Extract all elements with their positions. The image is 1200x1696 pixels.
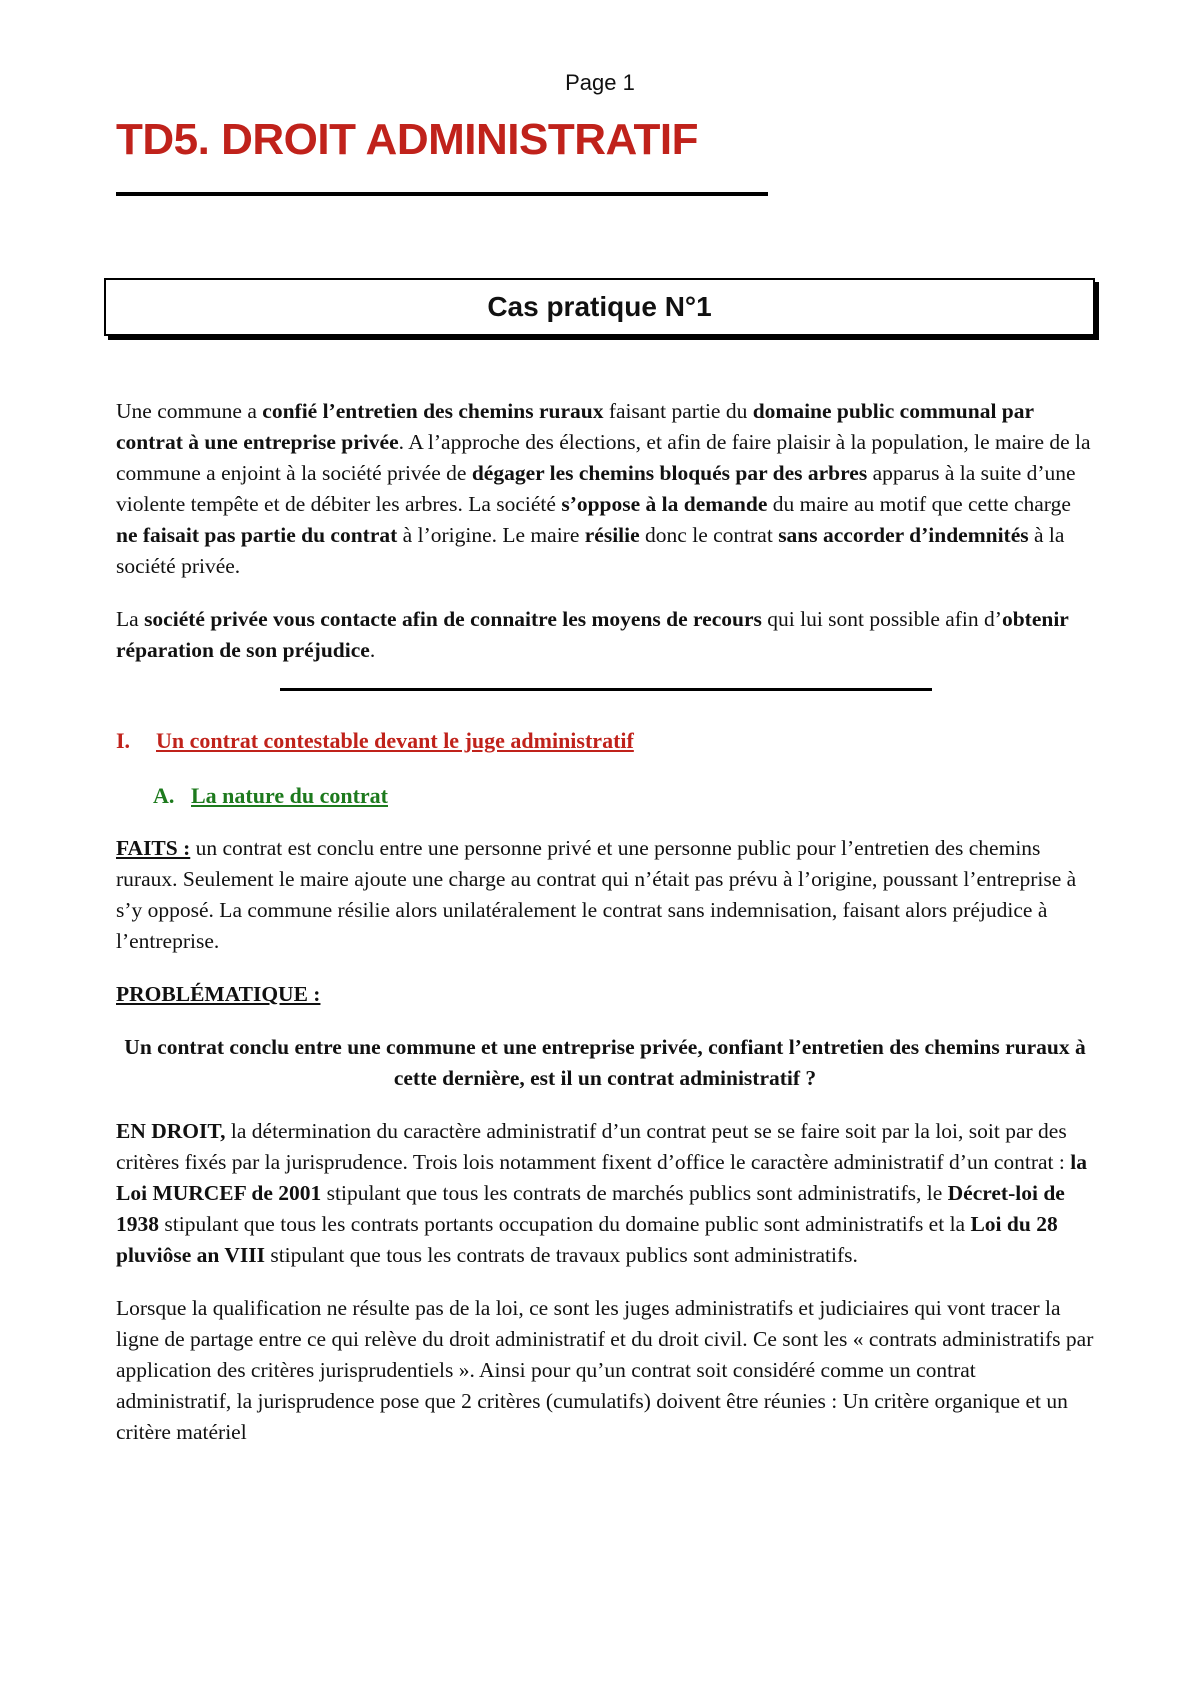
section-title: Un contrat contestable devant le juge administratif — [156, 728, 634, 753]
section-heading-1 — [116, 725, 1094, 756]
qualification-paragraph: Lorsque la qualification ne résulte pas de la loi, ce sont les juges administratifs et judiciaires qui vont tracer la ligne de partage entre ce qui relève du droit administratif et du droit civil. Ce sont les « contrats administratifs par application des critères jurisprudentiels ». Ainsi pour qu’un contrat soit considéré comme un contrat administratif, la jurisprudence pose que 2 critères (cumulatifs) doivent être réunies : Un critère organique et un critère matériel — [116, 1296, 1094, 1444]
emphasis: s’oppose à la demande — [561, 492, 768, 516]
document-body — [116, 396, 1094, 1470]
emphasis: résilie — [584, 523, 640, 547]
emphasis: Loi du 28 pluviôse an VIII — [116, 1212, 1058, 1267]
emphasis: confié l’entretien des chemins ruraux — [262, 399, 604, 423]
page-number: Page 1 — [565, 70, 635, 95]
emphasis: dégager les chemins bloqués par des arbres — [471, 461, 868, 485]
document-title: TD5. DROIT ADMINISTRATIF — [116, 115, 698, 164]
case-title-box — [104, 278, 1095, 336]
emphasis: la Loi MURCEF de 2001 — [116, 1150, 1087, 1205]
emphasis: ne faisait pas partie du contrat — [116, 523, 398, 547]
subsection-title: La nature du contrat — [191, 783, 388, 808]
problematique-label: PROBLÉMATIQUE : — [116, 982, 321, 1006]
section-divider — [280, 688, 932, 691]
title-underline-divider — [116, 192, 768, 196]
problematique-label-paragraph — [116, 979, 1094, 1010]
emphasis: société privée vous contacte afin de connaitre les moyens de recours — [144, 607, 762, 631]
emphasis: Décret-loi de 1938 — [116, 1181, 1065, 1236]
section-number: I. — [116, 728, 131, 753]
emphasis: sans accorder d’indemnités — [778, 523, 1029, 547]
case-title-label: Cas pratique N°1 — [487, 291, 712, 322]
emphasis: obtenir réparation de son préjudice — [116, 607, 1069, 662]
emphasis: domaine public communal par contrat à une entreprise privée — [116, 399, 1034, 454]
problematique-question: Un contrat conclu entre une commune et une entreprise privée, confiant l’entretien des chemins ruraux à cette dernière, est il un contrat administratif ? — [124, 1035, 1086, 1090]
subsection-heading-a — [153, 780, 1094, 811]
en-droit-paragraph: EN DROIT, la détermination du caractère administratif d’un contrat peut se se faire soit par la loi, soit par des critères fixés par la jurisprudence. Trois lois notamment fixent d’office le caractère administratif d’un contrat : la Loi MURCEF de 2001 stipulant que tous les contrats de marchés publics sont administratifs, le Décret-loi de 1938 stipulant que tous les contrats portants occupation du domaine public sont administratifs et la Loi du 28 pluviôse an VIII stipulant que tous les contrats de travaux publics sont administratifs. — [116, 1119, 1087, 1267]
intro-paragraph-2: La société privée vous contacte afin de connaitre les moyens de recours qui lui sont possible afin d’obtenir réparation de son préjudice. — [116, 607, 1069, 662]
faits-label: FAITS : — [116, 836, 191, 860]
faits-paragraph: FAITS : un contrat est conclu entre une personne privé et une personne public pour l’entretien des chemins ruraux. Seulement le maire ajoute une charge au contrat qui n’était pas prévu à l’origine, poussant l’entreprise à s’y opposé. La commune résilie alors unilatéralement le contrat sans indemnisation, faisant alors préjudice à l’entreprise. — [116, 836, 1077, 953]
intro-paragraph-1: Une commune a confié l’entretien des chemins ruraux faisant partie du domaine public communal par contrat à une entreprise privée. A l’approche des élections, et afin de faire plaisir à la population, le maire de la commune a enjoint à la société privée de dégager les chemins bloqués par des arbres apparus à la suite d’une violente tempête et de débiter les arbres. La société s’oppose à la demande du maire au motif que cette charge ne faisait pas partie du contrat à l’origine. Le maire résilie donc le contrat sans accorder d’indemnités à la société privée. — [116, 399, 1091, 578]
subsection-number: A. — [153, 783, 175, 808]
en-droit-label: EN DROIT, — [116, 1119, 226, 1143]
